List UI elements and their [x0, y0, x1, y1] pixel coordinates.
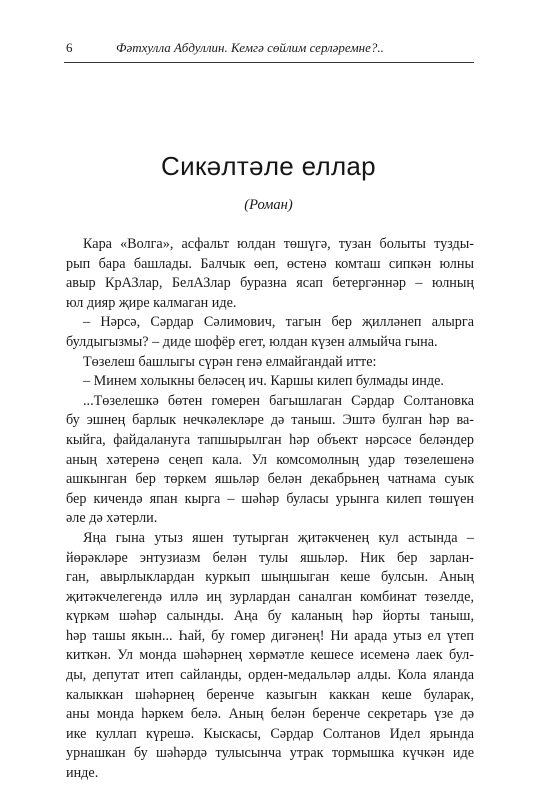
text-line: ган, авырлыклардан куркып шыңшыган кеше булсын. Аның: [66, 569, 474, 586]
text-line: җитәкчелегендә иллә иң зурлардан саналган комбинат төзелде,: [66, 588, 474, 605]
running-title: Фәтхулла Абдуллин. Кемгә сөйлим серләремне?..: [116, 40, 384, 55]
text-line: бу эшнең барлык нечкәлекләре дә таныш. Эштә булган һәр ва-: [66, 412, 474, 429]
text-line: һәр ташы якын... Һай, бу гомер дигәнең! Ни арада утыз ел үтеп: [66, 627, 474, 644]
header-rule: [64, 62, 474, 63]
text-line: аның хәтеренә сеңеп кала. Ул комсомолның удар төзелешенә: [66, 451, 474, 468]
text-line: Кара «Волга», асфальт юлдан төшүгә, тузан болыты тузды-: [83, 236, 474, 252]
text-line: рып бара башлады. Балчык өеп, өстенә комташ сипкән юлны: [66, 255, 474, 272]
text-line: калыккан шәһәрнең беренче казыгын каккан кеше буларак,: [66, 686, 474, 703]
text-line: Төзелеш башлыгы сүрән генә елмайгандай итте:: [83, 353, 377, 370]
body-text: [66, 235, 474, 784]
text-line: инде.: [66, 765, 99, 782]
text-line: урнашкан бу шәһәрдә тулысынча утрак тормышка күчкән иде: [66, 745, 474, 762]
text-line: авыр КрАЗлар, БелАЗлар буразна ясап бетергәннәр – юлның: [66, 275, 474, 292]
chapter-title: Сикәлтәле еллар: [161, 151, 376, 181]
text-line: күркәм шәһәр салынды. Аңа бу каланың һәр йорты таныш,: [66, 608, 474, 625]
text-line: Яңа гына утыз яшен тутырган җитәкченең кул астында –: [83, 529, 474, 546]
text-line: әле дә хәтерли.: [66, 510, 158, 527]
text-line: ашкынган бер төркем яшьләр белән декабрьнең чатнама суык: [66, 471, 474, 488]
text-line: булдыгызмы? – диде шофёр егет, юлдан күзен алмыйча гына.: [66, 333, 438, 350]
text-line: йөрәкләре энтузиазм белән тулы яшьләр. Ник бер зарлан-: [66, 549, 474, 566]
text-line: юл дияр җире калмаган иде.: [66, 294, 237, 311]
text-line: ике куллап күрешә. Кыскасы, Сәрдар Солтанов Идел ярында: [66, 725, 474, 742]
chapter-genre: (Роман): [244, 197, 293, 213]
text-line: ...Төзелешкә бөтен гомерен багышлаган Сәрдар Солтановка: [83, 392, 474, 409]
text-line: аны монда һәркем белә. Аның белән беренче секретарь үзе дә: [66, 706, 474, 723]
running-header: [66, 38, 471, 58]
text-line: бер кичендә япан кырга – шәһәр буласы урынга килеп төшүен: [66, 490, 474, 507]
text-line: – Нәрсә, Сәрдар Сәлимович, тагын бер җилләнеп алырга: [83, 314, 474, 331]
page-number: 6: [66, 40, 73, 55]
text-line: – Минем холыкны беләсең ич. Каршы килеп булмады инде.: [83, 373, 444, 390]
text-line: кыйга, файдалануга тапшырылган һәр объект нәрсәсе беләндер: [66, 431, 474, 448]
text-line: киткән. Ул монда шәһәрнең хөрмәтле кешесе исеменә лаек бул-: [66, 647, 474, 664]
text-line: ды, депутат итеп сайланды, орден-медальләр алды. Кола яланда: [66, 667, 474, 684]
